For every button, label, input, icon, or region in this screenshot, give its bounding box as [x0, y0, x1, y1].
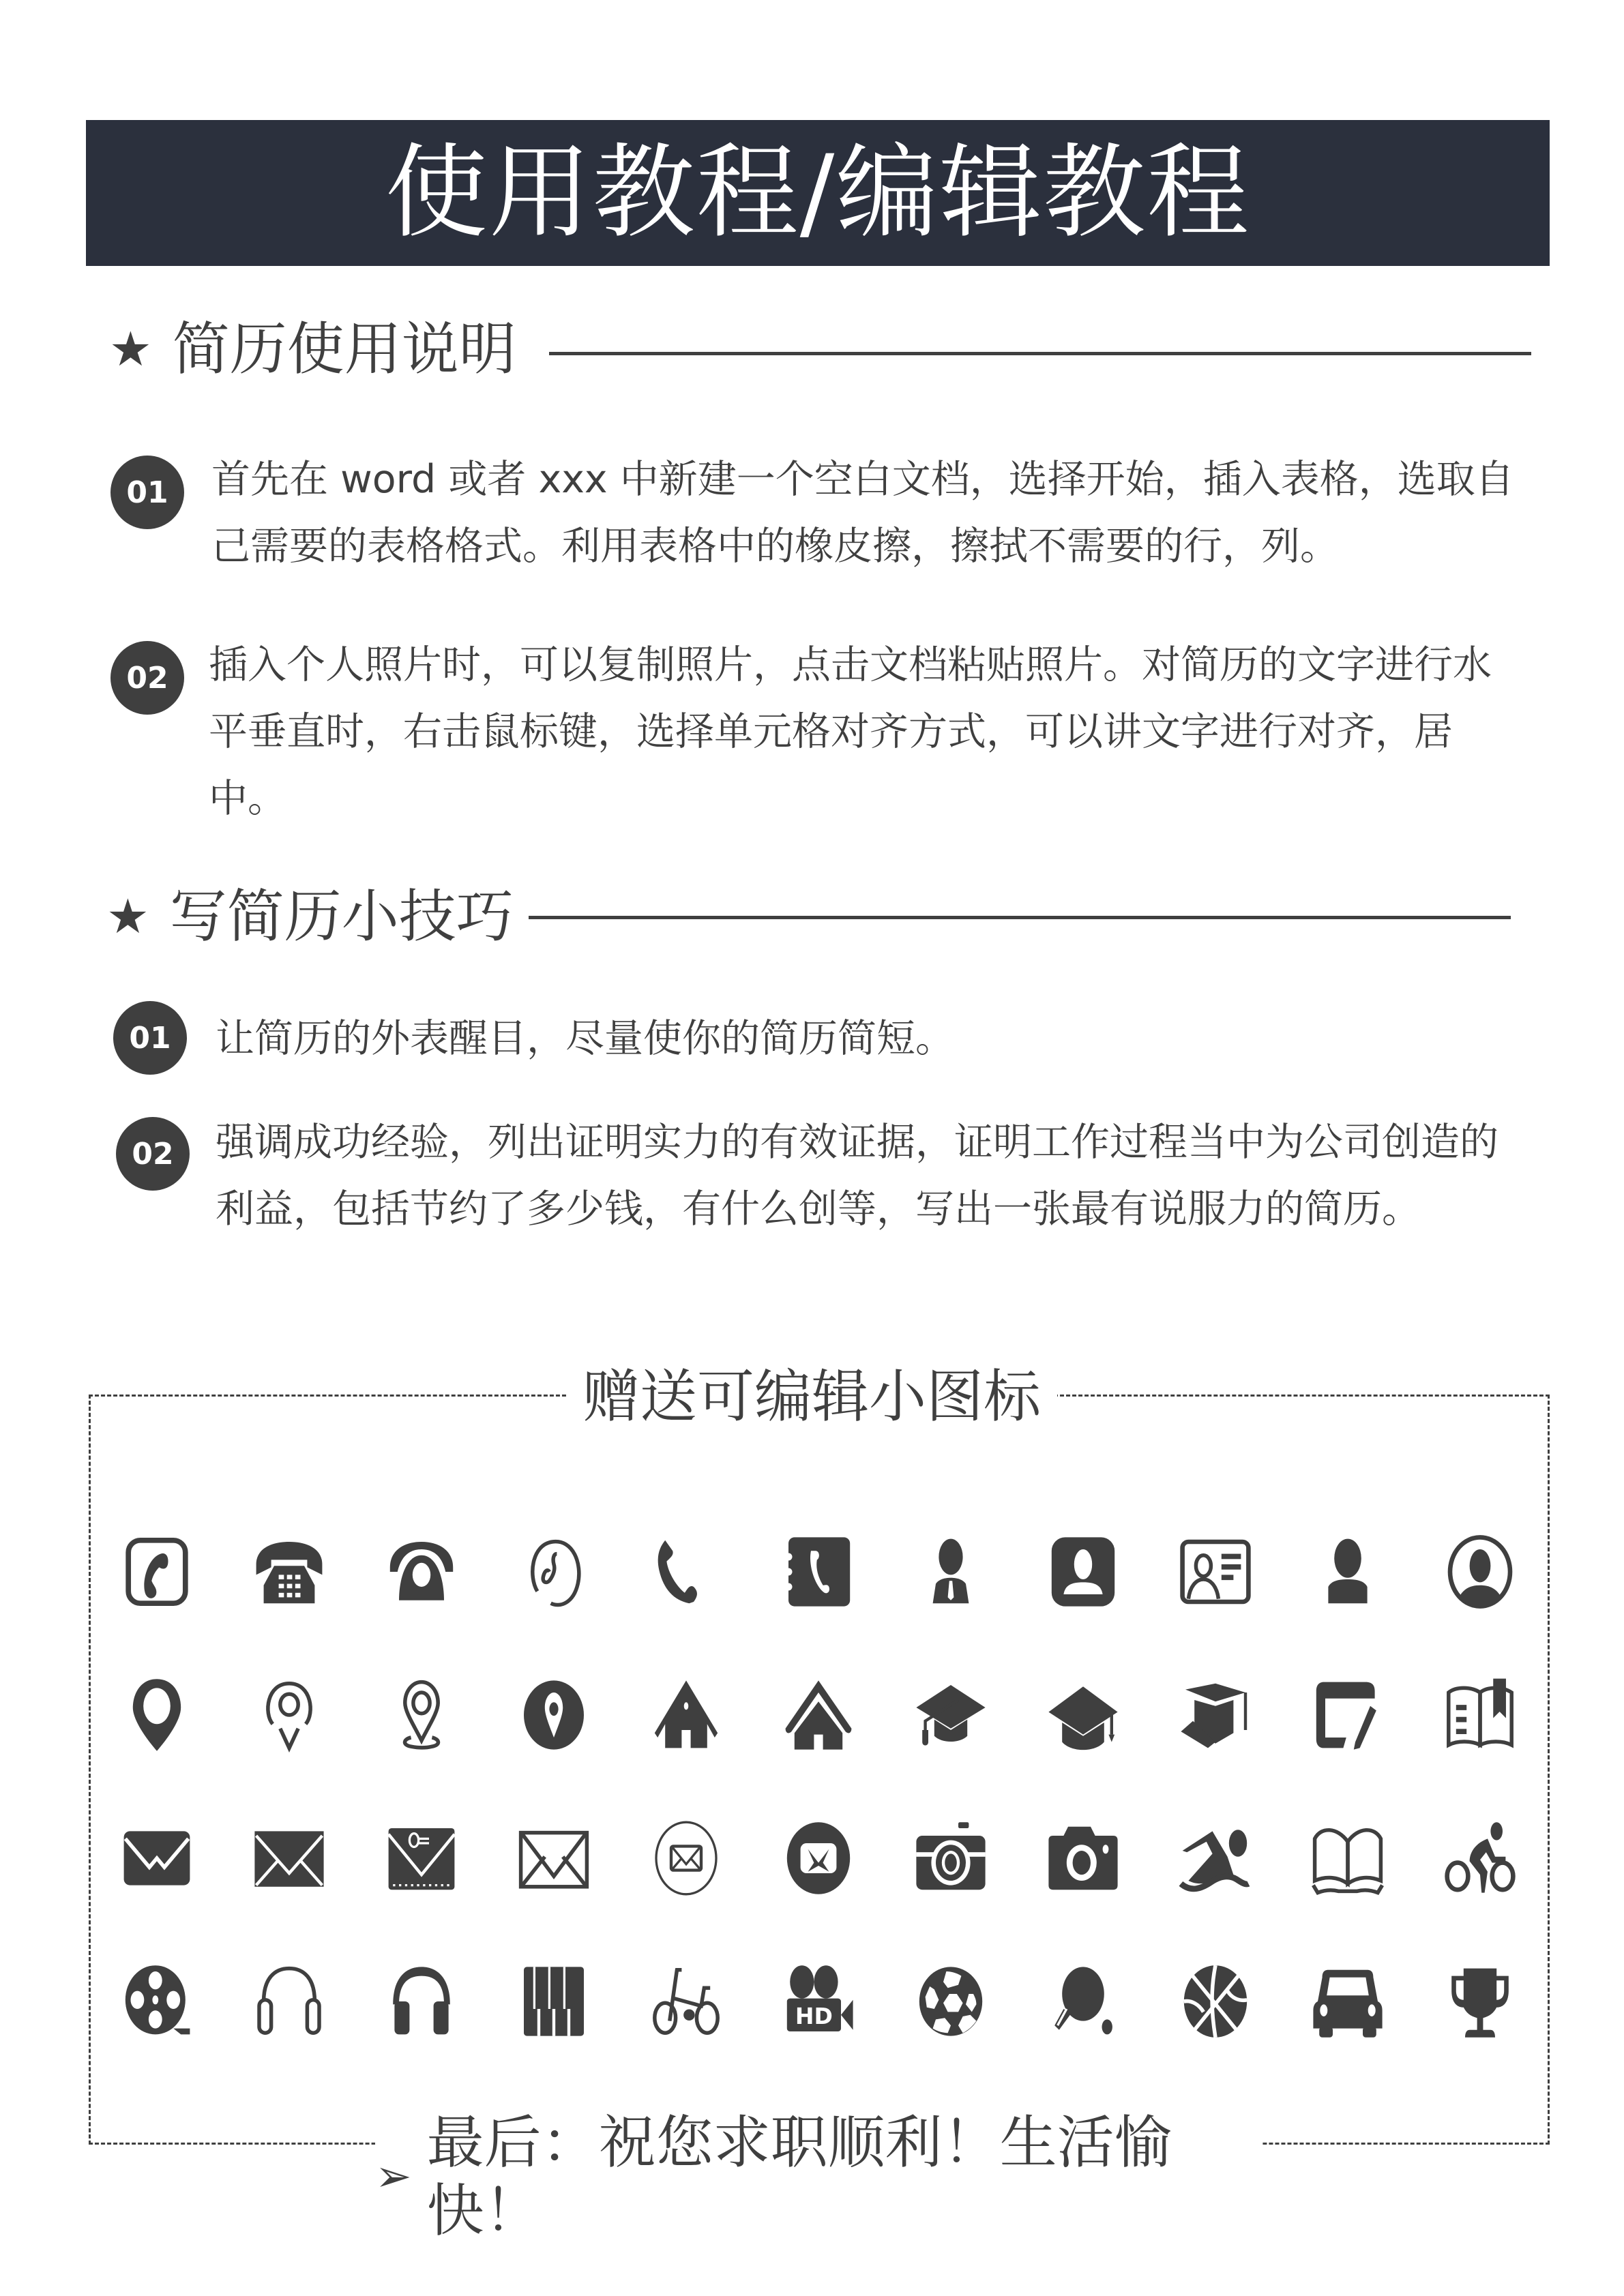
headphones-outline-icon[interactable] [248, 1960, 330, 2042]
section-title: 简历使用说明 [172, 316, 516, 383]
item-text: 插入个人照片时，可以复制照片，点击文档粘贴照片。对简历的文字进行水平垂直时，右击鼠标键，选择单元格对齐方式，可以讲文字进行对齐，居中。 [209, 642, 1492, 821]
list-item [110, 456, 1529, 580]
open-book-icon[interactable] [1307, 1817, 1389, 1899]
divider-line [549, 352, 1531, 355]
item-text: 强调成功经验，列出证明实力的有效证据，证明工作过程当中为公司创造的利益，包括节约了多少钱，有什么创等，写出一张最有说服力的简历。 [216, 1120, 1498, 1232]
arrow-icon: ➢ [375, 2151, 412, 2202]
swimming-icon[interactable] [1175, 1817, 1256, 1899]
home-icon[interactable] [778, 1674, 859, 1756]
bicycle-icon[interactable] [645, 1960, 727, 2042]
camera-alt-icon[interactable] [1042, 1817, 1124, 1899]
list-item [116, 1117, 1535, 1242]
cycling-icon[interactable] [1439, 1817, 1521, 1899]
title-banner [86, 120, 1550, 266]
headphones-icon[interactable] [381, 1960, 462, 2042]
closing-message [375, 2108, 1262, 2245]
item-text: 首先在 word 或者 xxx 中新建一个空白文档，选择开始，插入表格，选取自己需要的表格格式。利用表格中的橡皮擦，擦拭不需要的行，列。 [211, 457, 1514, 569]
edit-icon[interactable] [1307, 1674, 1389, 1756]
graduation-cap-icon[interactable] [910, 1674, 992, 1756]
envelope-outline-icon[interactable] [513, 1817, 595, 1899]
phone-handset-icon[interactable] [645, 1531, 727, 1613]
section-heading-usage [109, 316, 516, 383]
ping-pong-icon[interactable] [1042, 1960, 1124, 2042]
user-circle-icon[interactable] [1439, 1531, 1521, 1613]
closing-text: 最后：祝您求职顺利！生活愉快！ [426, 2109, 1172, 2244]
number-badge: 02 [116, 1117, 190, 1191]
id-card-icon[interactable] [1175, 1531, 1256, 1613]
car-icon[interactable] [1307, 1960, 1389, 2042]
icon-row [116, 1500, 1521, 1643]
mail-circle-icon[interactable] [778, 1817, 859, 1899]
soccer-ball-icon[interactable] [910, 1960, 992, 2042]
mail-icon[interactable] [116, 1817, 198, 1899]
section-heading-tips [106, 883, 514, 950]
trophy-icon[interactable] [1439, 1960, 1521, 2042]
star-icon: ★ [109, 321, 152, 377]
map-pin-icon[interactable] [116, 1674, 198, 1756]
list-item [113, 1001, 1532, 1075]
svg-text:HD: HD [795, 2003, 833, 2029]
list-item [110, 641, 1529, 832]
user-square-icon[interactable] [1042, 1531, 1124, 1613]
film-reel-icon[interactable] [116, 1960, 198, 2042]
phone-book-icon[interactable] [778, 1531, 859, 1613]
page-title: 使用教程/编辑教程 [385, 134, 1251, 252]
star-icon: ★ [106, 889, 149, 944]
divider-line [529, 916, 1511, 919]
phone-outline-icon[interactable] [513, 1531, 595, 1613]
item-text: 让简历的外表醒目，尽量使你的简历简短。 [216, 1016, 954, 1061]
hd-video-camera-icon[interactable] [778, 1960, 859, 2042]
number-badge: 01 [113, 1001, 187, 1075]
icon-row [116, 1643, 1521, 1787]
location-circle-icon[interactable] [513, 1674, 595, 1756]
desk-phone-icon[interactable] [248, 1531, 330, 1613]
icon-row [116, 1930, 1521, 2073]
number-badge: 02 [110, 641, 184, 715]
icons-box-title: 赠送可编辑小图标 [566, 1362, 1057, 1431]
camera-icon[interactable] [910, 1817, 992, 1899]
section-title: 写简历小技巧 [169, 883, 514, 950]
mail-circle-outline-icon[interactable] [645, 1817, 727, 1899]
mortarboard-icon[interactable] [1042, 1674, 1124, 1756]
basketball-icon[interactable] [1175, 1960, 1256, 2042]
graduate-diploma-icon[interactable] [1175, 1674, 1256, 1756]
location-pin-base-icon[interactable] [381, 1674, 462, 1756]
house-icon[interactable] [645, 1674, 727, 1756]
user-icon[interactable] [1307, 1531, 1389, 1613]
envelope-stamp-icon[interactable] [381, 1817, 462, 1899]
location-outline-icon[interactable] [248, 1674, 330, 1756]
envelope-icon[interactable] [248, 1817, 330, 1899]
book-bookmark-icon[interactable] [1439, 1674, 1521, 1756]
businessman-icon[interactable] [910, 1531, 992, 1613]
icon-grid [116, 1500, 1521, 2073]
phone-square-icon[interactable] [116, 1531, 198, 1613]
piano-keys-icon[interactable] [513, 1960, 595, 2042]
number-badge: 01 [110, 456, 184, 529]
rotary-phone-icon[interactable] [381, 1531, 462, 1613]
icon-row [116, 1787, 1521, 1930]
